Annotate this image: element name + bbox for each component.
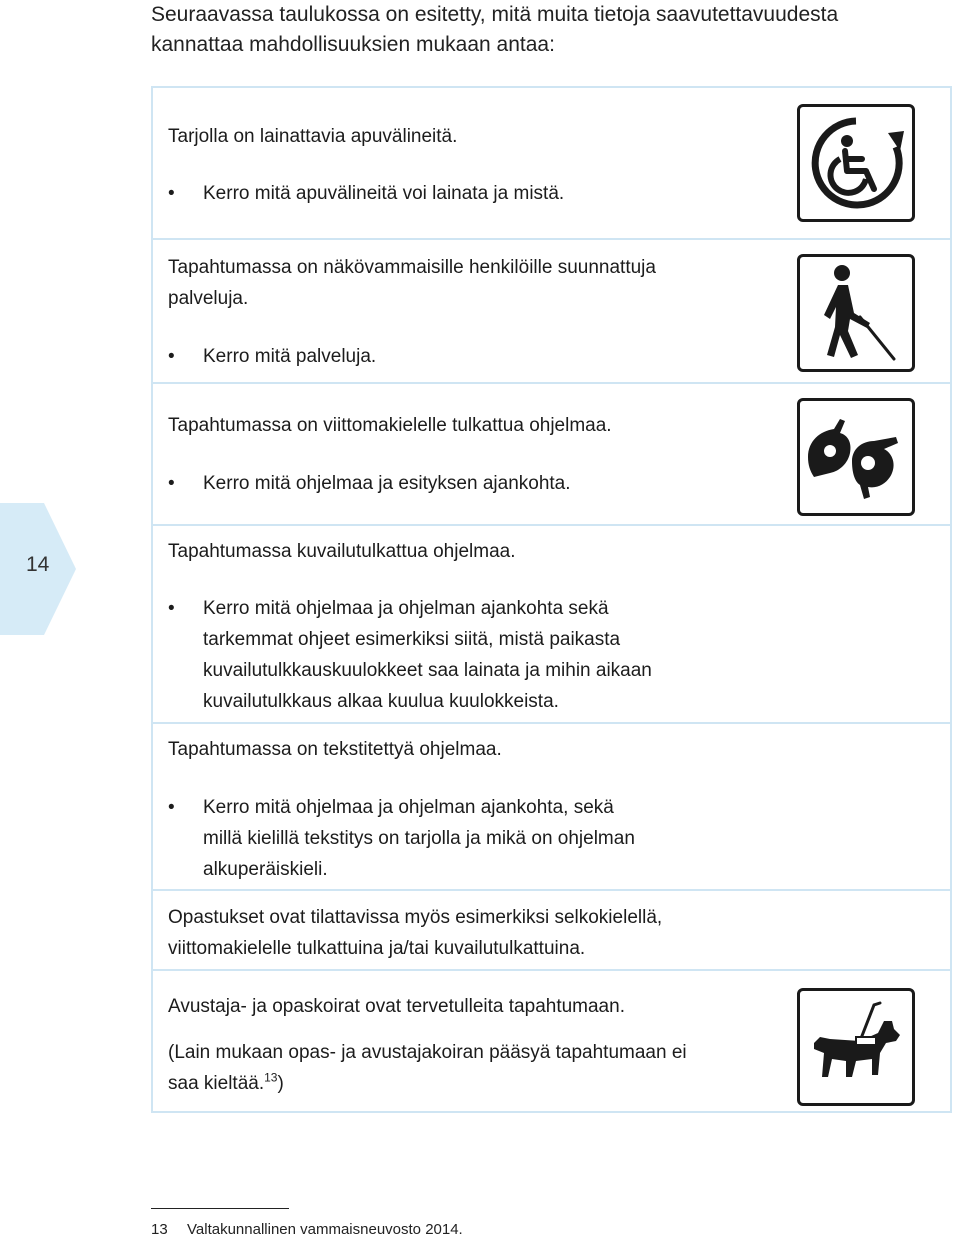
row-description-bullet-text: [203, 593, 652, 717]
row-visual-heading-line-1: Tapahtumassa on näkövammaisille henkilöille suunnattuja: [168, 257, 656, 278]
row-dogs-heading: Avustaja- ja opaskoirat ovat tervetulleita tapahtumaan.: [168, 996, 625, 1017]
blind-person-cane-icon: [797, 254, 915, 372]
row-dogs-note-line-2: [168, 1068, 687, 1099]
row-sign-bullet: [168, 468, 571, 499]
blind-person-cane-icon-graphic: [800, 257, 912, 369]
row-separator: [153, 382, 950, 384]
row-separator: [153, 524, 950, 526]
row-dogs-note-text: saa kieltää.: [168, 1073, 265, 1094]
row-guides-text: [168, 902, 662, 964]
footnote-text: Valtakunnallinen vammaisneuvosto 2014.: [187, 1221, 463, 1238]
intro-paragraph: [151, 0, 951, 60]
footnote-reference[interactable]: 13: [264, 1070, 278, 1085]
row-subtitles-bullet: [168, 792, 635, 885]
row-dogs-note-line-1: (Lain mukaan opas- ja avustajakoiran pääsyä tapahtumaan ei: [168, 1042, 687, 1063]
intro-line-2: kannattaa mahdollisuuksien mukaan antaa:: [151, 33, 555, 56]
bullet-icon: •: [168, 473, 175, 494]
row-dogs-note: [168, 1037, 687, 1099]
row-description-bullet-line: kuvailutulkkauskuulokkeet saa lainata ja mihin aikaan: [203, 660, 652, 681]
row-separator: [153, 969, 950, 971]
row-visual-bullet: [168, 341, 376, 372]
row-aids-heading: Tarjolla on lainattavia apuvälineitä.: [168, 126, 458, 147]
row-visual-bullet-text: Kerro mitä palveluja.: [203, 346, 377, 367]
wheelchair-icon: [797, 104, 915, 222]
row-guides-line-1: Opastukset ovat tilattavissa myös esimerkiksi selkokielellä,: [168, 907, 663, 928]
row-separator: [153, 889, 950, 891]
row-description-bullet: [168, 593, 652, 717]
row-sign-heading: Tapahtumassa on viittomakielelle tulkattua ohjelmaa.: [168, 415, 612, 436]
sign-language-hands-icon-graphic: [800, 401, 912, 513]
row-guides-line-2: viittomakielelle tulkattuina ja/tai kuvailutulkattuina.: [168, 938, 586, 959]
row-dogs-note-close: ): [277, 1073, 284, 1094]
row-subtitles-heading: Tapahtumassa on tekstitettyä ohjelmaa.: [168, 739, 502, 760]
row-visual-heading: [168, 252, 656, 314]
row-description-bullet-line: Kerro mitä ohjelmaa ja ohjelman ajankohta sekä: [203, 598, 609, 619]
intro-line-1: Seuraavassa taulukossa on esitetty, mitä muita tietoja saavutettavuudesta: [151, 3, 839, 26]
row-subtitles-bullet-line: alkuperäiskieli.: [203, 859, 328, 880]
guide-dog-icon-graphic: [800, 991, 912, 1103]
bullet-icon: •: [168, 183, 175, 204]
page-number: 14: [26, 553, 50, 576]
footnote: [151, 1221, 463, 1238]
row-description-bullet-line: tarkemmat ohjeet esimerkiksi siitä, mistä paikasta: [203, 629, 621, 650]
row-subtitles-bullet-line: millä kielillä tekstitys on tarjolla ja mikä on ohjelman: [203, 828, 635, 849]
bullet-icon: •: [168, 346, 175, 367]
footnote-number: 13: [151, 1221, 168, 1238]
row-aids-bullet: [168, 178, 564, 209]
bullet-icon: •: [168, 598, 175, 619]
guide-dog-icon: [797, 988, 915, 1106]
row-subtitles-bullet-line: Kerro mitä ohjelmaa ja ohjelman ajankohta, sekä: [203, 797, 614, 818]
row-separator: [153, 722, 950, 724]
row-separator: [153, 238, 950, 240]
row-description-bullet-line: kuvailutulkkaus alkaa kuulua kuulokkeista.: [203, 691, 559, 712]
row-description-heading: Tapahtumassa kuvailutulkattua ohjelmaa.: [168, 541, 516, 562]
footnote-divider: [151, 1208, 289, 1209]
row-subtitles-bullet-text: [203, 792, 635, 885]
row-sign-bullet-text: Kerro mitä ohjelmaa ja esityksen ajankohta.: [203, 473, 571, 494]
sign-language-hands-icon: [797, 398, 915, 516]
row-aids-bullet-text: Kerro mitä apuvälineitä voi lainata ja mistä.: [203, 183, 565, 204]
bullet-icon: •: [168, 797, 175, 818]
wheelchair-icon-graphic: [800, 107, 912, 219]
accessibility-info-table: [151, 86, 952, 1113]
row-visual-heading-line-2: palveluja.: [168, 288, 249, 309]
